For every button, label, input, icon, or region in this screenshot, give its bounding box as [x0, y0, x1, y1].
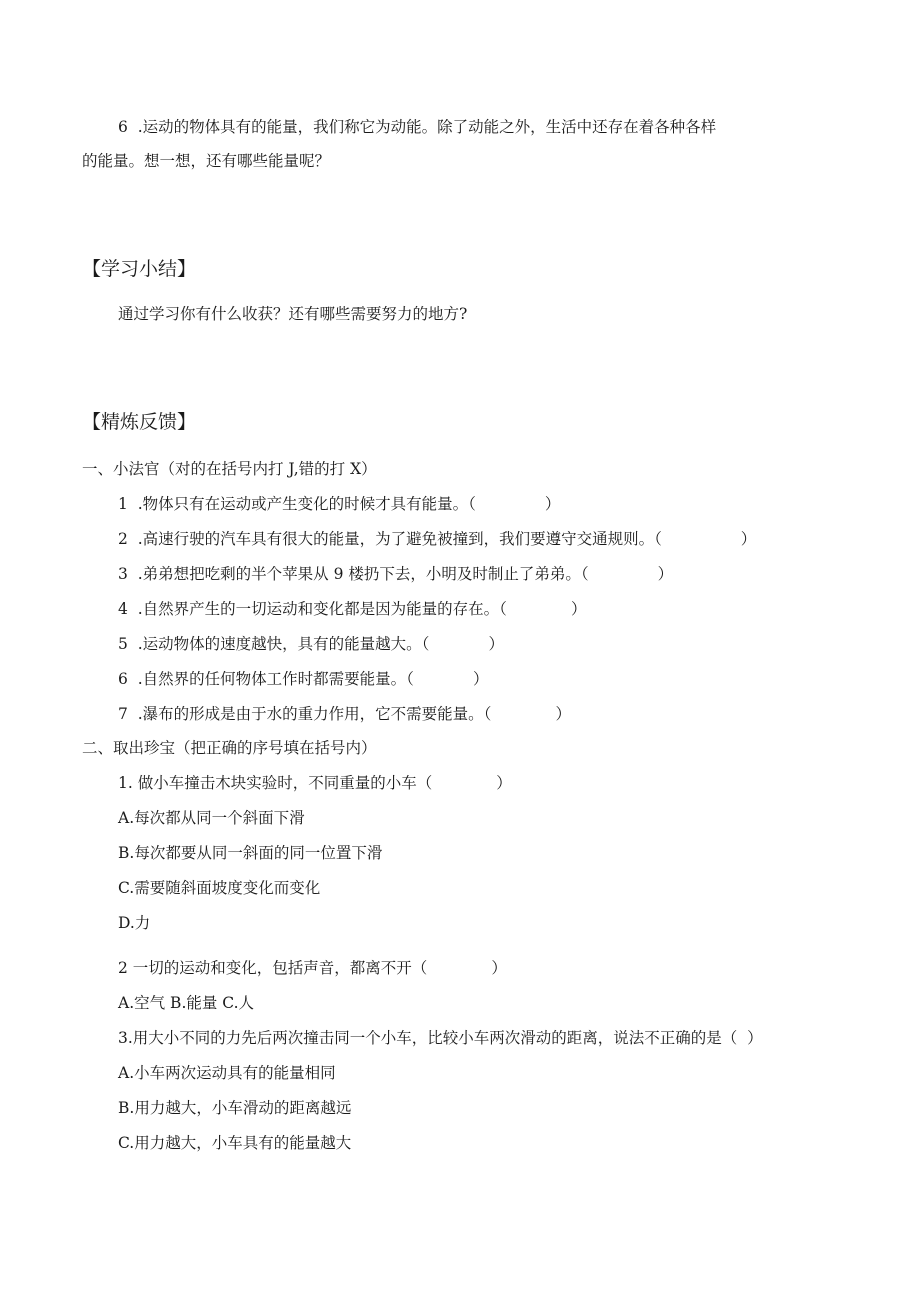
part1-item-2: 2 .高速行驶的汽车具有很大的能量，为了避免被撞到，我们要遵守交通规则。（ ）	[118, 530, 757, 548]
part2-title: 二、取出珍宝（把正确的序号填在括号内）	[82, 739, 377, 757]
part2-q3-option-b: B.用力越大，小车滑动的距离越远	[118, 1099, 352, 1117]
part2-q1-option-b: B.每次都要从同一斜面的同一位置下滑	[118, 844, 383, 862]
part1-title: 一、小法官（对的在括号内打 J,错的打 X）	[82, 460, 377, 478]
question-6-line-1: 6 .运动的物体具有的能量，我们称它为动能。除了动能之外，生活中还存在着各种各样	[118, 118, 717, 136]
part2-q1-stem: 1. 做小车撞击木块实验时，不同重量的小车（ ）	[118, 774, 512, 792]
feedback-heading: 【精炼反馈】	[82, 411, 197, 433]
part2-q2-stem: 2 一切的运动和变化，包括声音，都离不开（ ）	[118, 959, 507, 977]
summary-heading: 【学习小结】	[82, 258, 197, 280]
question-6-line-2: 的能量。想一想，还有哪些能量呢？	[82, 152, 331, 170]
part1-item-7: 7 .瀑布的形成是由于水的重力作用，它不需要能量。（ ）	[118, 705, 571, 723]
part1-item-1: 1 .物体只有在运动或产生变化的时候才具有能量。（ ）	[118, 495, 561, 513]
part1-item-6: 6 .自然界的任何物体工作时都需要能量。（ ）	[118, 670, 489, 688]
part2-q1-option-c: C.需要随斜面坡度变化而变化	[118, 879, 321, 897]
summary-prompt: 通过学习你有什么收获？还有哪些需要努力的地方?	[118, 305, 468, 323]
part2-q2-options: A.空气 B.能量 C.人	[118, 994, 255, 1012]
part2-q3-option-c: C.用力越大，小车具有的能量越大	[118, 1134, 352, 1152]
part2-q1-option-d: D.力	[118, 914, 151, 932]
part2-q3-option-a: A.小车两次运动具有的能量相同	[118, 1064, 336, 1082]
part1-item-4: 4 .自然界产生的一切运动和变化都是因为能量的存在。（ ）	[118, 600, 587, 618]
part1-item-5: 5 .运动物体的速度越快，具有的能量越大。（ ）	[118, 635, 505, 653]
part1-item-3: 3 .弟弟想把吃剩的半个苹果从 9 楼扔下去，小明及时制止了弟弟。（ ）	[118, 565, 674, 583]
part2-q3-stem: 3.用大小不同的力先后两次撞击同一个小车，比较小车两次滑动的距离，说法不正确的是（ ）	[118, 1029, 763, 1047]
part2-q1-option-a: A.每次都从同一个斜面下滑	[118, 809, 305, 827]
